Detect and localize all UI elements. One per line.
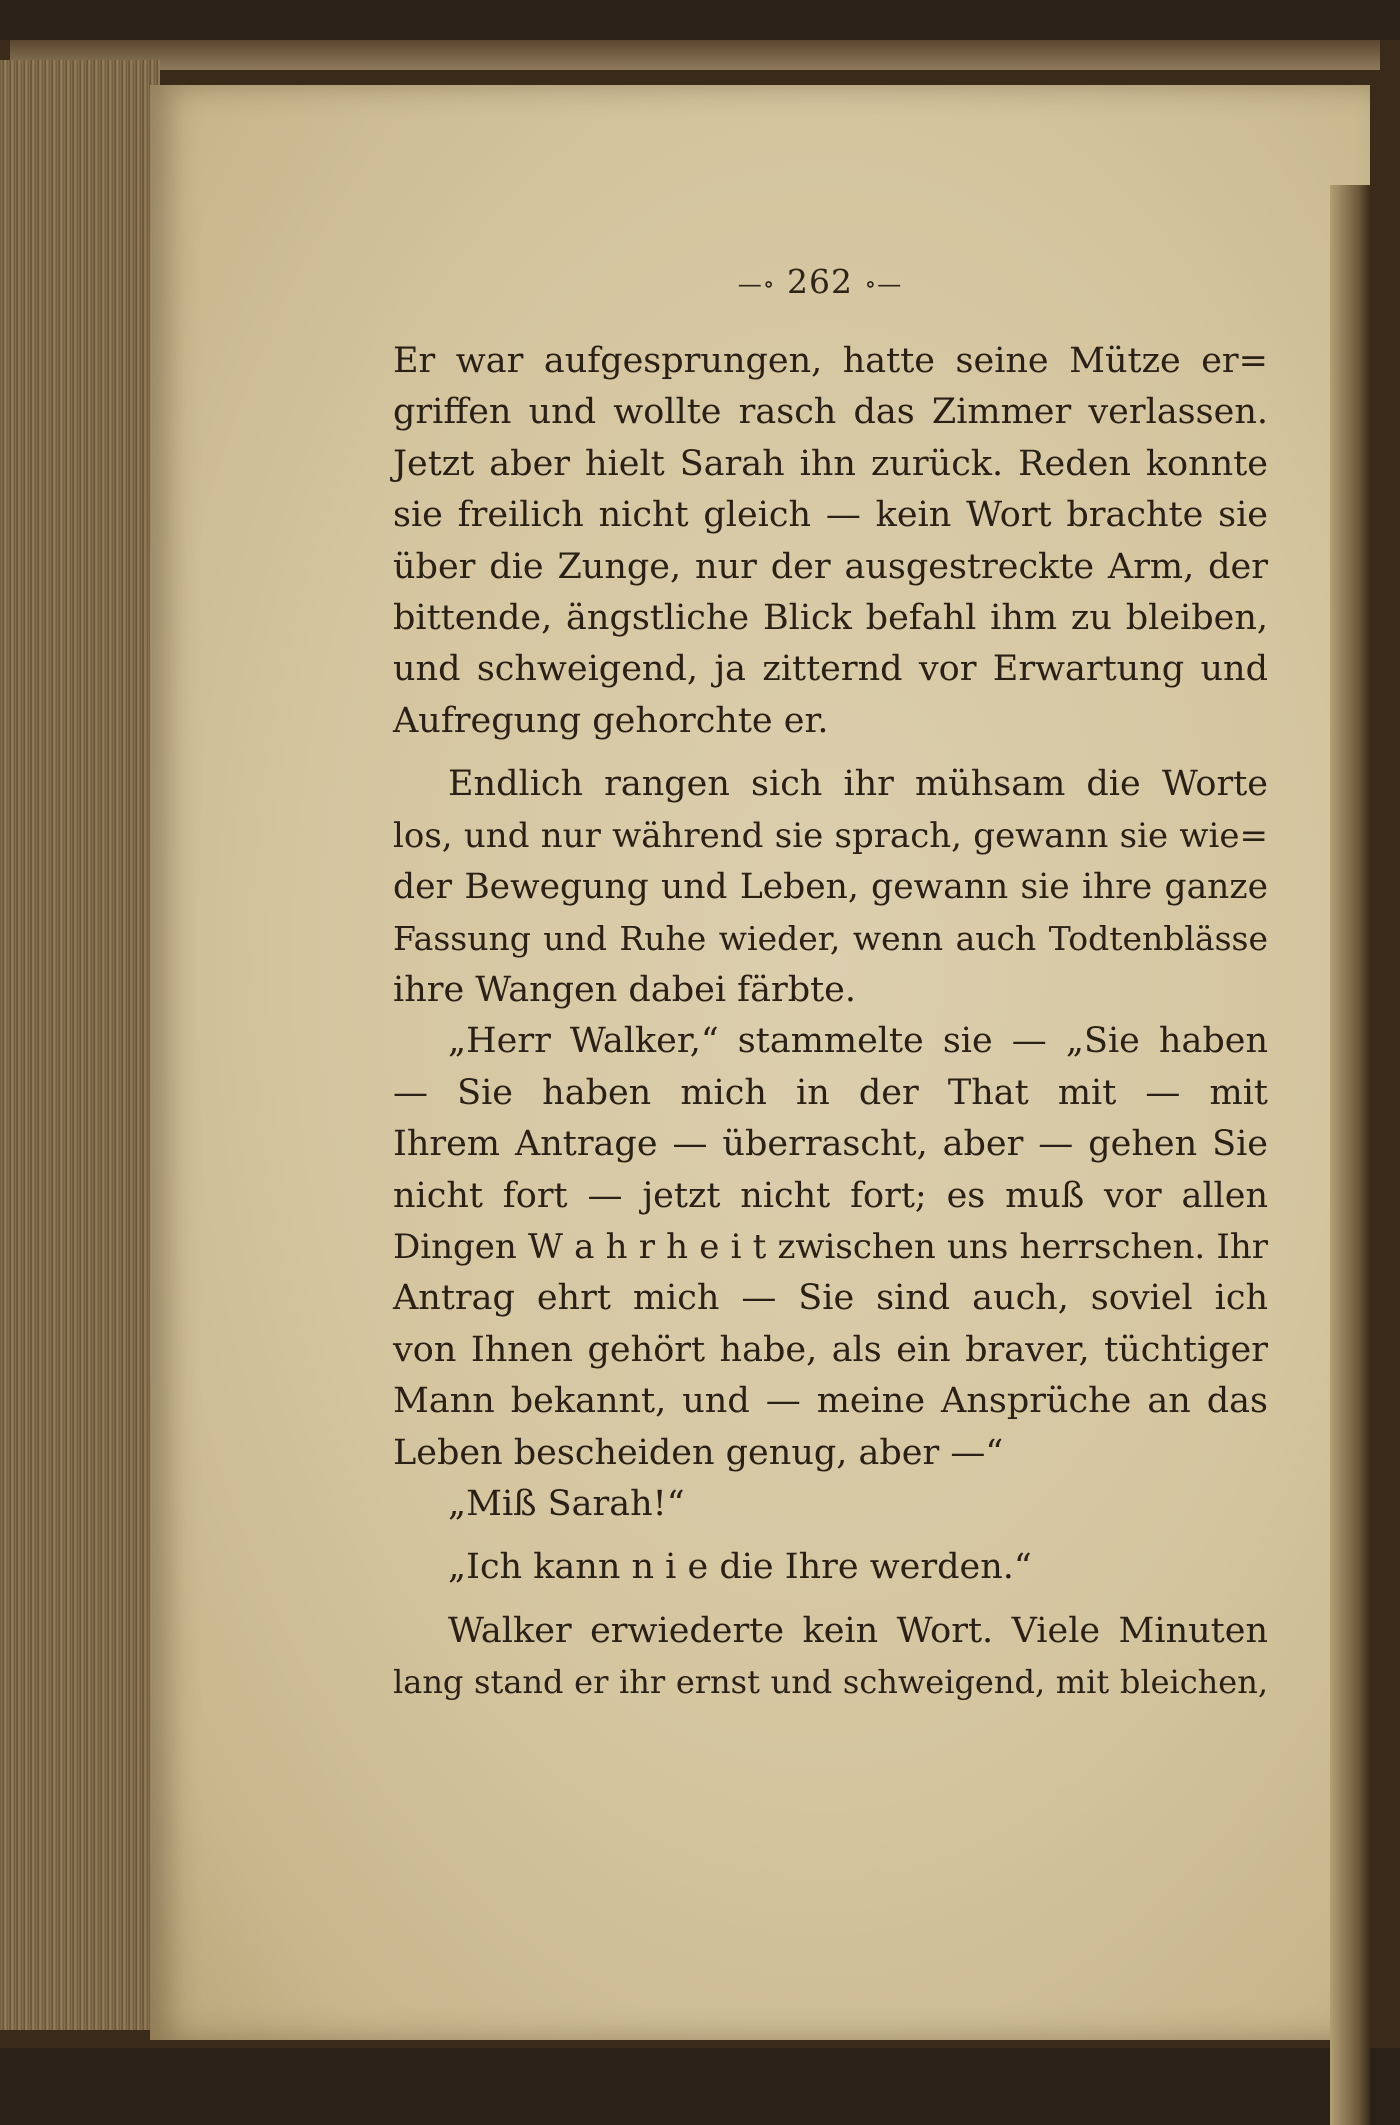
text-line: Ihrem Antrage — überrascht, aber — gehen Sie bbox=[393, 1124, 1268, 1165]
text-line: von Ihnen gehört habe, als ein braver, tüchtiger bbox=[393, 1329, 1268, 1370]
body-text bbox=[393, 336, 1268, 1709]
paragraph bbox=[393, 759, 1268, 1016]
text-line: griffen und wollte rasch das Zimmer verlassen. bbox=[393, 392, 1268, 433]
text-line: Endlich rangen sich ihr mühsam die Worte bbox=[448, 764, 1268, 805]
text-line: der Bewegung und Leben, gewann sie ihre ganze bbox=[393, 867, 1268, 908]
text-line: Dingen W a h r h e i t zwischen uns herrschen. Ihr bbox=[393, 1226, 1268, 1267]
book-gutter bbox=[1330, 185, 1370, 2125]
paragraph bbox=[393, 336, 1268, 747]
text-line: „Herr Walker,“ stammelte sie — „Sie haben bbox=[448, 1021, 1268, 1062]
text-line: ihre Wangen dabei färbte. bbox=[393, 969, 856, 1010]
text-line: sie freilich nicht gleich — kein Wort brachte sie bbox=[393, 495, 1268, 536]
paragraph bbox=[393, 1606, 1268, 1709]
text-line: „Ich kann n i e die Ihre werden.“ bbox=[448, 1547, 1032, 1588]
page-number-header bbox=[700, 262, 940, 301]
paragraph bbox=[393, 1479, 1268, 1530]
folio-dash-left: —∘ bbox=[737, 270, 776, 298]
text-line: Leben bescheiden genug, aber —“ bbox=[393, 1432, 1004, 1473]
paragraph bbox=[393, 1542, 1268, 1593]
text-line: über die Zunge, nur der ausgestreckte Arm, der bbox=[393, 546, 1268, 587]
page-number: 262 bbox=[787, 262, 853, 301]
text-line: Fassung und Ruhe wieder, wenn auch Todtenblässe bbox=[393, 919, 1268, 959]
text-line: Er war aufgesprungen, hatte seine Mütze er= bbox=[393, 341, 1268, 381]
text-line: Mann bekannt, und — meine Ansprüche an das bbox=[393, 1381, 1268, 1422]
page-edges bbox=[0, 60, 160, 2030]
text-line: bittende, ängstliche Blick befahl ihm zu bleiben, bbox=[393, 598, 1268, 639]
text-line: lang stand er ihr ernst und schweigend, mit bleichen, bbox=[393, 1663, 1268, 1702]
text-line: und schweigend, ja zitternd vor Erwartung und bbox=[393, 649, 1268, 690]
text-line: Jetzt aber hielt Sarah ihn zurück. Reden konnte bbox=[393, 443, 1268, 484]
book-top-edge bbox=[10, 40, 1380, 70]
text-line: „Miß Sarah!“ bbox=[448, 1483, 685, 1524]
text-line: Walker erwiederte kein Wort. Viele Minuten bbox=[448, 1610, 1268, 1651]
text-line: — Sie haben mich in der That mit — mit bbox=[393, 1072, 1268, 1113]
text-line: Aufregung gehorchte er. bbox=[393, 700, 829, 741]
text-line: Antrag ehrt mich — Sie sind auch, soviel ich bbox=[393, 1278, 1268, 1319]
folio-dash-right: ∘— bbox=[864, 270, 903, 298]
text-line: nicht fort — jetzt nicht fort; es muß vor allen bbox=[393, 1175, 1268, 1216]
text-line: los, und nur während sie sprach, gewann sie wie= bbox=[393, 815, 1268, 856]
paragraph bbox=[393, 1016, 1268, 1479]
